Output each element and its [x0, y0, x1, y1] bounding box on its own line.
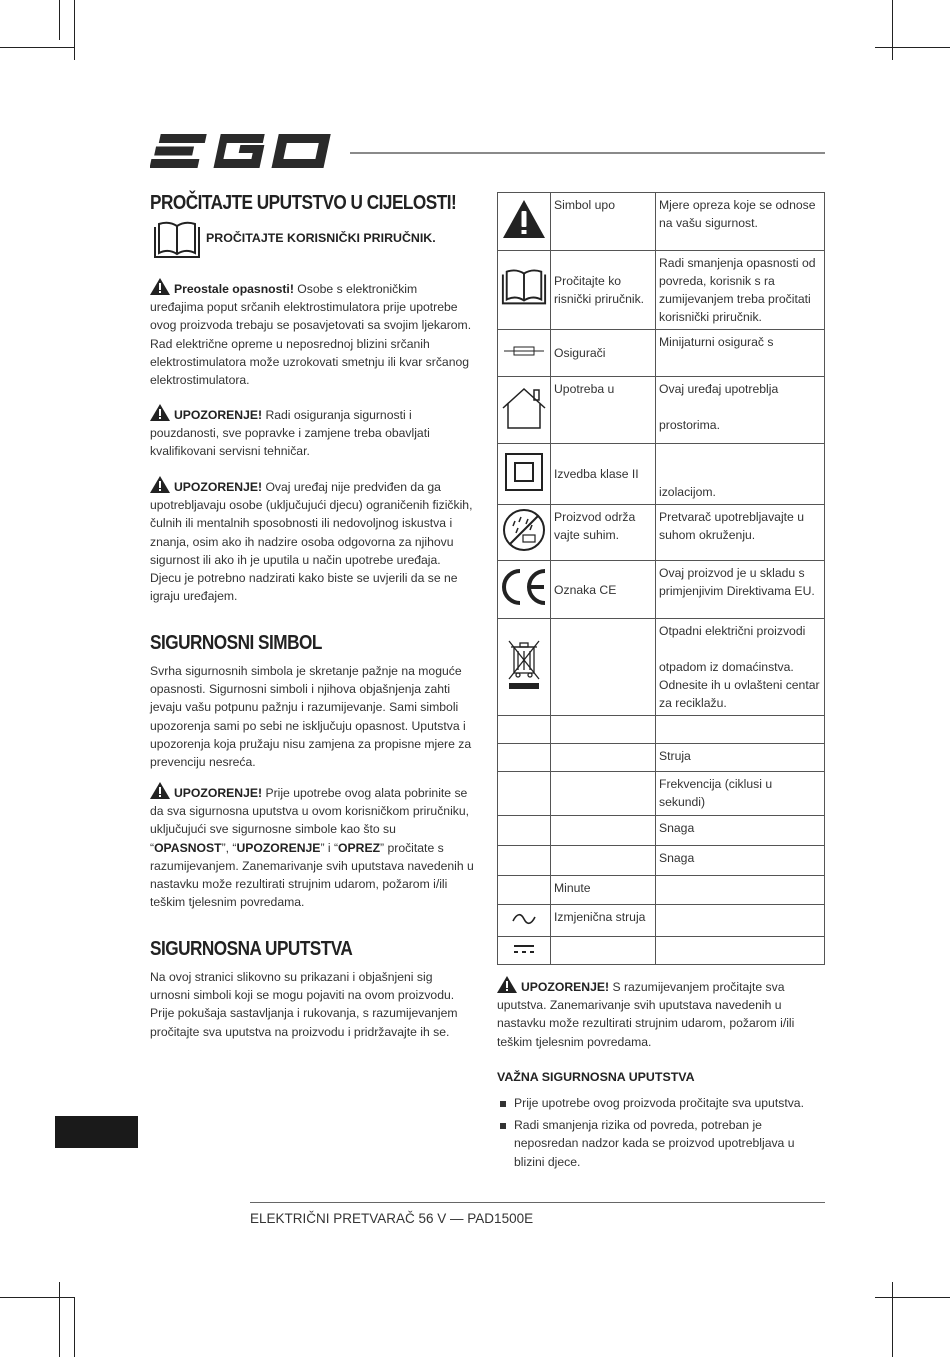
symbol-description: Ovaj uređaj upotreblja prostorima.	[656, 377, 825, 444]
symbol-name	[551, 744, 656, 772]
house-icon	[500, 386, 548, 435]
symbol-cell	[498, 561, 551, 619]
warning-paragraph-3	[150, 782, 474, 911]
class-ii-icon	[504, 452, 544, 497]
symbol-table	[497, 192, 825, 965]
warning-icon	[497, 976, 517, 993]
page-title: PROČITAJTE UPUTSTVO U CIJELOSTI!	[150, 192, 457, 214]
symbol-name	[551, 772, 656, 816]
symbol-cell	[498, 846, 551, 876]
warning-label: UPOZORENJE!	[174, 786, 263, 800]
table-row	[498, 816, 825, 846]
ce-mark-icon	[499, 567, 549, 612]
crop-mark	[0, 47, 75, 48]
symbol-name: Oznaka CE	[551, 561, 656, 619]
table-row	[498, 744, 825, 772]
symbol-cell	[498, 193, 551, 251]
crop-mark	[0, 1297, 75, 1298]
symbol-description: Snaga	[656, 816, 825, 846]
table-row	[498, 619, 825, 716]
symbol-cell	[498, 876, 551, 905]
keep-dry-icon	[501, 507, 547, 558]
residual-risk-paragraph	[150, 278, 474, 389]
keyword-caution: OPREZ	[338, 840, 381, 855]
symbol-name: Upotreba u	[551, 377, 656, 444]
footer-rule	[250, 1202, 825, 1203]
safety-symbol-text: Svrha sigurnosnih simbola je skretanje pažnje na moguće opasnosti. Sigurnosni simboli i njihova objašnjenja zahti jevaju vašu potpunu pažnju i razumijevanje. Sami simboli upozorenja sami po sebi ne isključuju opasnost. Uputstva i upozorenja koja pružaju nisu zamjena za propisne mjere za prevenciju nesreća.	[150, 664, 472, 770]
table-row	[498, 251, 825, 330]
bullet-list	[497, 1094, 825, 1171]
table-row	[498, 193, 825, 251]
ego-logo	[150, 128, 335, 174]
residual-risk-label: Preostale opasnosti!	[174, 282, 294, 296]
symbol-description	[656, 905, 825, 937]
symbol-cell	[498, 444, 551, 505]
symbol-name	[551, 716, 656, 744]
symbol-name: Osigurači	[551, 330, 656, 377]
symbol-description: Mjere opreza koje se odnose na vašu sigurnost.	[656, 193, 825, 251]
warning-label: UPOZORENJE!	[521, 980, 610, 994]
symbol-name: Izvedba klase II	[551, 444, 656, 505]
table-row	[498, 505, 825, 561]
symbol-name: Minute	[551, 876, 656, 905]
symbol-name	[551, 937, 656, 965]
symbol-description: izolacijom.	[656, 444, 825, 505]
separator: ”, “	[221, 840, 237, 855]
crop-mark	[74, 1297, 75, 1357]
symbol-name: Izmjenična struja	[551, 905, 656, 937]
table-row	[498, 772, 825, 816]
warning-icon	[502, 199, 546, 244]
language-tab	[55, 1116, 138, 1148]
symbol-cell	[498, 744, 551, 772]
symbol-name: Simbol upo	[551, 193, 656, 251]
table-row	[498, 937, 825, 965]
crop-mark	[892, 0, 893, 60]
keyword-warning: UPOZORENJE	[236, 840, 321, 855]
crop-mark	[74, 0, 75, 60]
symbol-description: Ovaj proizvod je u skladu s primjenjivim Direktivama EU.	[656, 561, 825, 619]
warning-icon	[150, 278, 170, 295]
symbol-name	[551, 816, 656, 846]
symbol-cell	[498, 816, 551, 846]
symbol-cell	[498, 905, 551, 937]
crop-mark	[59, 1282, 60, 1357]
symbol-description: Frekvencija (ciklusi u sekundi)	[656, 772, 825, 816]
symbol-cell	[498, 505, 551, 561]
list-item: Prije upotrebe ovog proizvoda pročitajte sva uputstva.	[497, 1094, 825, 1112]
table-row	[498, 846, 825, 876]
table-row	[498, 330, 825, 377]
ac-icon	[512, 912, 536, 930]
warning-icon	[150, 782, 170, 799]
crop-mark	[875, 47, 950, 48]
footer-title: ELEKTRIČNI PRETVARAČ 56 V — PAD1500E	[250, 1211, 534, 1226]
warning-text: Prije upotrebe ovog alata pobrinite se da sva sigurnosna uputstva u ovom korisničkom priručniku, uključujući sve sigurnosne simbole kao što su “	[150, 786, 470, 855]
fuse-icon	[504, 344, 544, 363]
read-manual-label: PROČITAJTE KORISNIČKI PRIRUČNIK.	[206, 231, 436, 245]
symbol-description: Minijaturni osigurač s	[656, 330, 825, 377]
warning-paragraph-1	[150, 404, 474, 461]
symbol-cell	[498, 716, 551, 744]
warning-paragraph-right	[497, 976, 825, 1051]
warning-text: S razumijevanjem pročitajte sva uputstva. Zanemarivanje svih uputstava navedenih u nastavku može rezultirati strujnim udarom, požarom i/ili teškim tjelesnim povredama.	[497, 980, 795, 1049]
symbol-description: Pretvarač upotrebljavajte u suhom okruženju.	[656, 505, 825, 561]
symbol-cell	[498, 330, 551, 377]
section-title-safety-symbol: SIGURNOSNI SIMBOL	[150, 632, 322, 654]
symbol-cell	[498, 619, 551, 716]
symbol-description: Snaga	[656, 846, 825, 876]
warning-label: UPOZORENJE!	[174, 408, 263, 422]
keyword-danger: OPASNOST	[154, 840, 222, 855]
symbol-description: Radi smanjenja opasnosti od povreda, korisnik s ra zumijevanjem treba pročitati korisnički priručnik.	[656, 251, 825, 330]
list-item: Radi smanjenja rizika od povreda, potreban je neposredan nadzor kada se proizvod upotrebljava u blizini djece.	[497, 1116, 825, 1171]
symbol-cell	[498, 772, 551, 816]
table-row	[498, 876, 825, 905]
crop-mark	[892, 1282, 893, 1357]
separator: ” i “	[320, 840, 339, 855]
warning-icon	[150, 476, 170, 493]
symbol-cell	[498, 251, 551, 330]
symbol-name: Proizvod održa vajte suhim.	[551, 505, 656, 561]
weee-bin-icon	[504, 637, 544, 698]
section-title-safety-instructions: SIGURNOSNA UPUTSTVA	[150, 938, 353, 960]
warning-text: Radi osiguranja sigurnosti i pouzdanosti, sve popravke i zamjene treba obavljati kvalifikovani servisni tehničar.	[150, 408, 430, 459]
manual-icon	[500, 267, 548, 314]
manual-icon	[152, 221, 202, 261]
symbol-description: Struja	[656, 744, 825, 772]
crop-mark	[875, 1297, 950, 1298]
symbol-name: Pročitajte ko risnički priručnik.	[551, 251, 656, 330]
warning-label: UPOZORENJE!	[174, 480, 263, 494]
table-row	[498, 561, 825, 619]
symbol-description	[656, 716, 825, 744]
header-rule	[350, 152, 825, 154]
warning-text: ” pročitate s razumijevanjem. Zanemarivanje svih uputstava navedenih u nastavku može rezultirati strujnim udarom, požarom i/ili teškim tjelesnim povredama.	[150, 840, 474, 910]
table-row	[498, 377, 825, 444]
symbol-name	[551, 619, 656, 716]
warning-paragraph-2	[150, 476, 474, 605]
warning-text: Ovaj uređaj nije predviđen da ga upotrebljavaju osobe (uključujući djecu) ograničenih fizičkih, čulnih ili mentalnih sposobnosti ili nedovoljnog iskustva i znanja, osim ako ih nadzire osoba odgovorna za njihovu sigurnost ili ako ih je uputila u način upotrebe uređaja. Djecu je potrebno nadzirati kako biste se uvjerili da se ne igraju uređajem.	[150, 480, 473, 604]
crop-mark	[59, 0, 60, 40]
warning-icon	[150, 404, 170, 421]
table-row	[498, 905, 825, 937]
important-title: VAŽNA SIGURNOSNA UPUTSTVA	[497, 1070, 695, 1084]
table-row	[498, 716, 825, 744]
symbol-name	[551, 846, 656, 876]
safety-instructions-text: Na ovoj stranici slikovno su prikazani i objašnjeni sig urnosni simboli koji se mogu pojaviti na ovom proizvodu. Prije pokušaja sastavljanja i rukovanja, s razumijevanjem pročitajte sva uputstva na proizvodu i pridržavajte ih se.	[150, 970, 458, 1039]
dc-icon	[512, 942, 536, 960]
symbol-description	[656, 876, 825, 905]
residual-risk-text: Osobe s elektroničkim uređajima poput srčanih elektrostimulatora prije upotrebe ovog proizvoda trebaju se posavjetovati sa svojim ljekarom. Rad električne opreme u neposrednoj blizini srčanih elektrostimulatora može uzrokovati smetnju ili kvar srčanog elektrostimulatora.	[150, 282, 472, 388]
symbol-description: Otpadni električni proizvodi otpadom iz domaćinstva. Odnesite ih u ovlašteni centar za reciklažu.	[656, 619, 825, 716]
symbol-cell	[498, 937, 551, 965]
symbol-cell	[498, 377, 551, 444]
symbol-description	[656, 937, 825, 965]
table-row	[498, 444, 825, 505]
